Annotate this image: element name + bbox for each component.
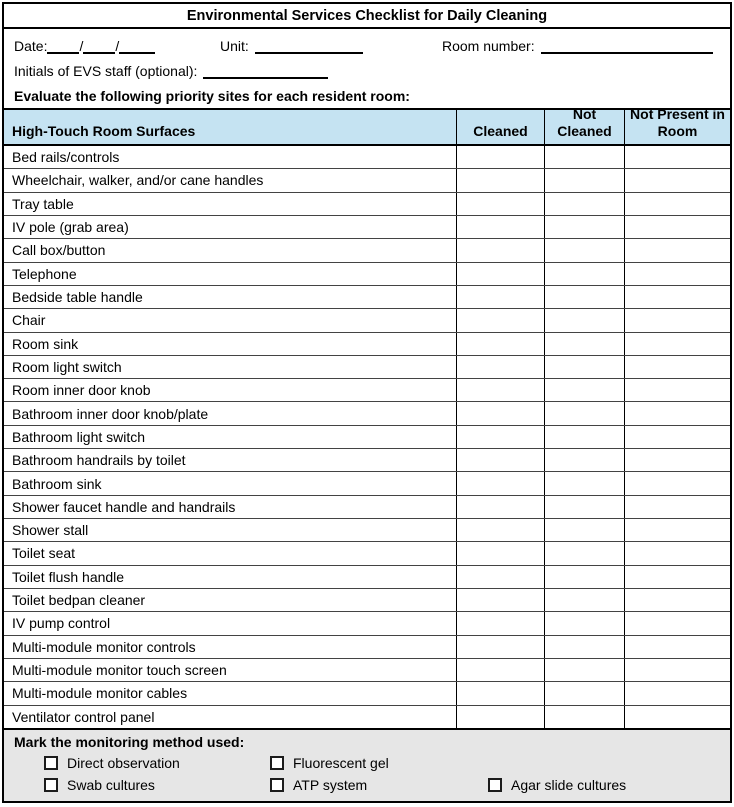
atp-system-checkbox[interactable]: [270, 778, 284, 792]
table-row: [4, 448, 730, 471]
surface-label: Call box/button: [12, 242, 106, 259]
swab-cultures-label: Swab cultures: [67, 777, 155, 793]
not-present-cell[interactable]: [624, 286, 730, 308]
room-number-field[interactable]: [541, 39, 713, 54]
unit-label: Unit:: [220, 38, 249, 54]
not-cleaned-cell[interactable]: [544, 426, 624, 448]
not-cleaned-cell[interactable]: [544, 193, 624, 215]
not-cleaned-cell[interactable]: [544, 286, 624, 308]
cleaned-cell[interactable]: [456, 566, 544, 588]
monitoring-label: Mark the monitoring method used:: [14, 734, 245, 750]
date-separator-1: /: [79, 38, 84, 54]
not-cleaned-cell[interactable]: [544, 566, 624, 588]
form-title: Environmental Services Checklist for Daily Cleaning: [186, 7, 548, 24]
table-row: [4, 215, 730, 238]
unit-field[interactable]: [255, 39, 363, 54]
monitoring-section: [4, 728, 730, 801]
table-row: [4, 681, 730, 704]
surface-label: Bathroom handrails by toilet: [12, 452, 186, 469]
surface-label: Bed rails/controls: [12, 149, 120, 166]
surface-label: IV pump control: [12, 615, 111, 632]
surface-label: Multi-module monitor controls: [12, 638, 196, 655]
surface-label: Shower stall: [12, 522, 89, 539]
header-not-cleaned: Not Cleaned: [544, 110, 624, 144]
table-row: [4, 471, 730, 494]
option-agar-slide-cultures: [488, 777, 626, 793]
cleaned-cell[interactable]: [456, 169, 544, 191]
swab-cultures-checkbox[interactable]: [44, 778, 58, 792]
checklist-table: [4, 108, 730, 728]
cleaned-cell[interactable]: [456, 146, 544, 168]
not-present-cell[interactable]: [624, 216, 730, 238]
option-fluorescent-gel: [270, 755, 389, 771]
surface-label: Room light switch: [12, 358, 122, 375]
cleaned-cell[interactable]: [456, 589, 544, 611]
table-row: [4, 565, 730, 588]
initials-field[interactable]: [203, 64, 328, 79]
not-present-cell[interactable]: [624, 706, 730, 728]
not-cleaned-cell[interactable]: [544, 519, 624, 541]
table-row: [4, 192, 730, 215]
surface-label: Multi-module monitor cables: [12, 685, 188, 702]
not-cleaned-cell[interactable]: [544, 542, 624, 564]
surface-label: Toilet bedpan cleaner: [12, 592, 146, 609]
room-number-label: Room number:: [442, 38, 535, 54]
not-present-cell[interactable]: [624, 426, 730, 448]
not-cleaned-cell[interactable]: [544, 402, 624, 424]
agar-slide-cultures-label: Agar slide cultures: [511, 777, 627, 793]
table-row: [4, 332, 730, 355]
cleaned-cell[interactable]: [456, 542, 544, 564]
cleaned-cell[interactable]: [456, 286, 544, 308]
date-day-field[interactable]: [83, 39, 115, 54]
date-year-field[interactable]: [119, 39, 155, 54]
cleaned-cell[interactable]: [456, 449, 544, 471]
cleaned-cell[interactable]: [456, 682, 544, 704]
table-row: [4, 168, 730, 191]
cleaned-cell[interactable]: [456, 263, 544, 285]
not-present-cell[interactable]: [624, 472, 730, 494]
fluorescent-gel-checkbox[interactable]: [270, 756, 284, 770]
table-row: [4, 518, 730, 541]
table-row: [4, 308, 730, 331]
initials-field-group: [14, 63, 328, 79]
surface-label: Ventilator control panel: [12, 708, 155, 725]
cleaned-cell[interactable]: [456, 309, 544, 331]
surface-label: Bedside table handle: [12, 289, 143, 306]
agar-slide-cultures-checkbox[interactable]: [488, 778, 502, 792]
not-present-cell[interactable]: [624, 542, 730, 564]
not-cleaned-cell[interactable]: [544, 356, 624, 378]
room-number-field-group: [442, 38, 713, 54]
not-cleaned-cell[interactable]: [544, 146, 624, 168]
not-cleaned-cell[interactable]: [544, 239, 624, 261]
not-present-cell[interactable]: [624, 496, 730, 518]
cleaned-cell[interactable]: [456, 472, 544, 494]
not-present-cell[interactable]: [624, 333, 730, 355]
header-cleaned: Cleaned: [456, 110, 544, 144]
surface-label: Toilet seat: [12, 545, 76, 562]
cleaned-cell[interactable]: [456, 402, 544, 424]
info-section: [4, 29, 730, 108]
surface-label: Shower faucet handle and handrails: [12, 498, 236, 515]
table-row: [4, 401, 730, 424]
table-body: [4, 146, 730, 728]
cleaned-cell[interactable]: [456, 193, 544, 215]
not-present-cell[interactable]: [624, 402, 730, 424]
cleaned-cell[interactable]: [456, 356, 544, 378]
not-present-cell[interactable]: [624, 146, 730, 168]
surface-label: IV pole (grab area): [12, 219, 129, 236]
option-atp-system: [270, 777, 367, 793]
table-row: [4, 611, 730, 634]
option-swab-cultures: [44, 777, 155, 793]
date-month-field[interactable]: [47, 39, 79, 54]
table-row: [4, 635, 730, 658]
not-present-cell[interactable]: [624, 612, 730, 634]
not-present-cell[interactable]: [624, 449, 730, 471]
table-row: [4, 705, 730, 728]
date-field-group: [14, 38, 155, 54]
surface-label: Chair: [12, 312, 46, 329]
surface-label: Room sink: [12, 335, 79, 352]
not-present-cell[interactable]: [624, 566, 730, 588]
not-cleaned-cell[interactable]: [544, 263, 624, 285]
initials-label: Initials of EVS staff (optional):: [14, 63, 198, 79]
direct-observation-checkbox[interactable]: [44, 756, 58, 770]
not-present-cell[interactable]: [624, 589, 730, 611]
atp-system-label: ATP system: [293, 777, 368, 793]
cleaned-cell[interactable]: [456, 636, 544, 658]
unit-field-group: [220, 38, 363, 54]
cleaned-cell[interactable]: [456, 239, 544, 261]
cleaned-cell[interactable]: [456, 612, 544, 634]
header-not-present: Not Present in Room: [624, 110, 730, 144]
not-present-cell[interactable]: [624, 239, 730, 261]
table-row: [4, 146, 730, 168]
not-present-cell[interactable]: [624, 636, 730, 658]
table-row: [4, 378, 730, 401]
header-surfaces: High-Touch Room Surfaces: [12, 123, 196, 139]
not-cleaned-cell[interactable]: [544, 449, 624, 471]
table-header-row: [4, 108, 730, 146]
table-row: [4, 355, 730, 378]
surface-label: Toilet flush handle: [12, 568, 125, 585]
not-cleaned-cell[interactable]: [544, 472, 624, 494]
surface-label: Multi-module monitor touch screen: [12, 662, 227, 679]
title-bar: [4, 4, 730, 29]
table-row: [4, 658, 730, 681]
surface-label: Telephone: [12, 265, 77, 282]
not-cleaned-cell[interactable]: [544, 636, 624, 658]
not-present-cell[interactable]: [624, 682, 730, 704]
not-cleaned-cell[interactable]: [544, 589, 624, 611]
not-present-cell[interactable]: [624, 309, 730, 331]
not-cleaned-cell[interactable]: [544, 496, 624, 518]
cleaned-cell[interactable]: [456, 216, 544, 238]
table-row: [4, 541, 730, 564]
cleaned-cell[interactable]: [456, 519, 544, 541]
cleaned-cell[interactable]: [456, 379, 544, 401]
instruction-text: Evaluate the following priority sites for each resident room:: [14, 88, 410, 104]
not-cleaned-cell[interactable]: [544, 169, 624, 191]
direct-observation-label: Direct observation: [67, 755, 180, 771]
table-row: [4, 588, 730, 611]
not-present-cell[interactable]: [624, 193, 730, 215]
not-present-cell[interactable]: [624, 519, 730, 541]
option-direct-observation: [44, 755, 180, 771]
not-cleaned-cell[interactable]: [544, 216, 624, 238]
surface-label: Bathroom light switch: [12, 428, 146, 445]
not-cleaned-cell[interactable]: [544, 612, 624, 634]
not-present-cell[interactable]: [624, 659, 730, 681]
not-cleaned-cell[interactable]: [544, 333, 624, 355]
cleaned-cell[interactable]: [456, 706, 544, 728]
table-row: [4, 262, 730, 285]
date-label: Date:: [14, 38, 48, 54]
surface-label: Room inner door knob: [12, 382, 151, 399]
surface-label: Wheelchair, walker, and/or cane handles: [12, 172, 264, 189]
not-cleaned-cell[interactable]: [544, 379, 624, 401]
fluorescent-gel-label: Fluorescent gel: [293, 755, 389, 771]
not-present-cell[interactable]: [624, 356, 730, 378]
cleaned-cell[interactable]: [456, 496, 544, 518]
surface-label: Tray table: [12, 195, 74, 212]
surface-label: Bathroom inner door knob/plate: [12, 405, 209, 422]
checklist-form: [2, 2, 732, 803]
surface-label: Bathroom sink: [12, 475, 102, 492]
table-row: [4, 238, 730, 261]
not-cleaned-cell[interactable]: [544, 659, 624, 681]
date-separator-2: /: [115, 38, 120, 54]
cleaned-cell[interactable]: [456, 426, 544, 448]
table-row: [4, 495, 730, 518]
not-present-cell[interactable]: [624, 169, 730, 191]
not-cleaned-cell[interactable]: [544, 706, 624, 728]
table-row: [4, 285, 730, 308]
not-cleaned-cell[interactable]: [544, 682, 624, 704]
not-present-cell[interactable]: [624, 379, 730, 401]
table-row: [4, 425, 730, 448]
not-cleaned-cell[interactable]: [544, 309, 624, 331]
not-present-cell[interactable]: [624, 263, 730, 285]
cleaned-cell[interactable]: [456, 659, 544, 681]
cleaned-cell[interactable]: [456, 333, 544, 355]
